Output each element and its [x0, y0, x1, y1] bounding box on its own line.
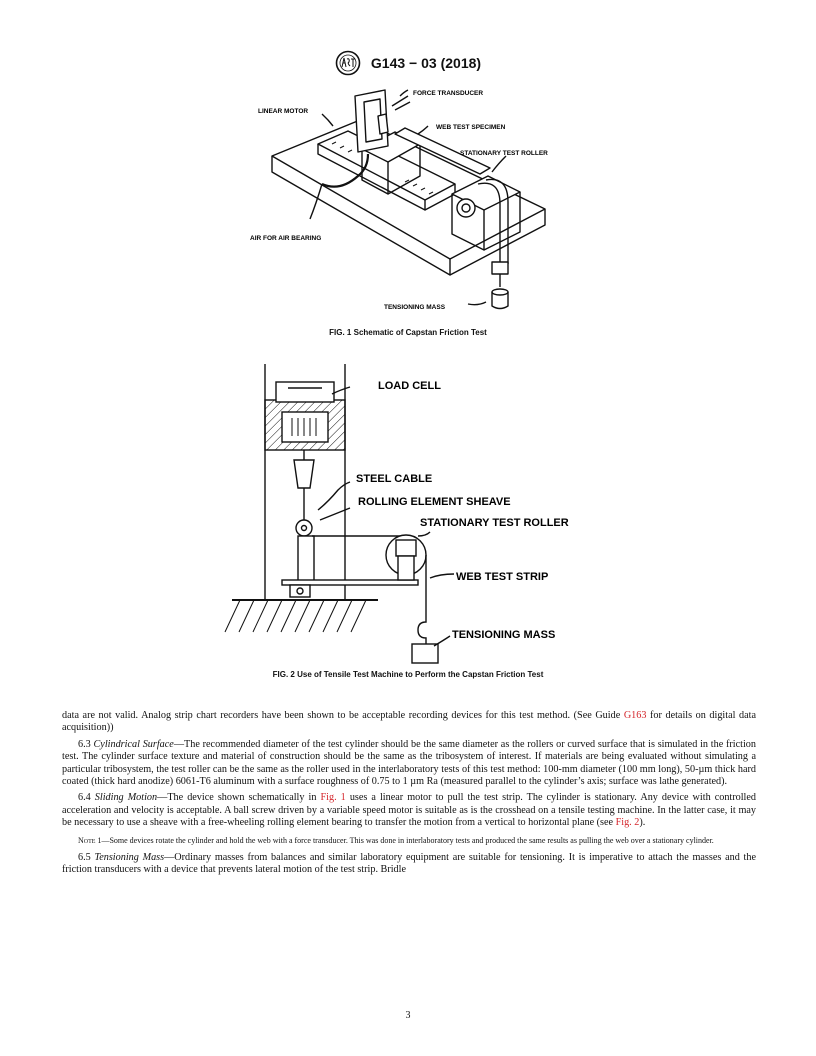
label-tensioning-mass: TENSIONING MASS: [384, 304, 446, 311]
tensile-test-machine-diagram: [0, 360, 816, 665]
astm-logo-icon: [335, 50, 361, 76]
label-web-test-strip: WEB TEST STRIP: [456, 571, 549, 583]
figure-2: [0, 360, 816, 665]
link-g163[interactable]: G163: [623, 710, 647, 721]
page-header: [0, 50, 816, 76]
label-force-transducer: FORCE TRANSDUCER: [413, 90, 484, 97]
page-number: 3: [405, 1010, 411, 1021]
figure-2-caption: FIG. 2 Use of Tensile Test Machine to Perform the Capstan Friction Test: [272, 670, 544, 679]
label-rolling-element-sheave: ROLLING ELEMENT SHEAVE: [358, 496, 511, 508]
section-6-4-title: Sliding Motion: [94, 792, 158, 804]
label-stationary-test-roller: STATIONARY TEST ROLLER: [460, 150, 548, 157]
body-text: [62, 710, 756, 880]
note-1: Note 1—Some devices rotate the cylinder and hold the web with a force transducer. This was done in interlaboratory tests and produced the same results as pulling the web over a stationary cylinder.: [78, 835, 714, 845]
label-stationary-test-roller-2: STATIONARY TEST ROLLER: [420, 517, 569, 529]
figure-1: [0, 84, 816, 324]
label-load-cell: LOAD CELL: [378, 380, 441, 392]
capstan-friction-schematic: [0, 84, 816, 324]
label-steel-cable: STEEL CABLE: [356, 473, 433, 485]
figure-1-caption: FIG. 1 Schematic of Capstan Friction Test: [329, 328, 487, 337]
link-fig-2[interactable]: Fig. 2: [615, 817, 640, 829]
section-6-3: 6.3 Cylindrical Surface—The recommended diameter of the test cylinder should be the same diameter as the rollers or curved surface that is simulated in the friction test. The cylinder surface texture and material of construction should be the same as the tribosystem of interest. If materials are being evaluated without simulating a particular tribosystem, the test roller can be the same as the roller used in the interlaboratory tests of this test method: 100-mm diameter (100 mm long), 50-µm thick hard coated (thick hard anodize) 6061-T6 aluminum with a surface roughness of 0.75 to 1 µm Ra (measured parallel to the cylinder’s axis; surface was lathe generated).: [62, 738, 756, 788]
section-6-5-title: Tensioning Mass: [94, 851, 165, 863]
document-designation: G143 − 03 (2018): [370, 55, 482, 71]
section-6-3-title: Cylindrical Surface: [93, 738, 174, 750]
label-web-test-specimen: WEB TEST SPECIMEN: [436, 124, 506, 131]
section-6-5: 6.5 Tensioning Mass—Ordinary masses from balances and similar laboratory equipment are suitable for tensioning. It is imperative to attach the masses and the friction transducers with a device that prevents lateral motion of the test strip. Bridle: [62, 851, 756, 876]
section-6-4: 6.4 Sliding Motion—The device shown schematically in Fig. 1 uses a linear motor to pull the test strip. The cylinder is stationary. Any device with controlled acceleration and velocity is acceptable. A ball screw driven by a variable speed motor is suitable as is the crosshead on a tensile testing machine. In the latter case, it may be necessary to use a sheave with a free-wheeling rolling element bearing to transfer the motion from a vertical to horizontal plane (see Fig. 2).: [62, 792, 757, 829]
label-tensioning-mass-2: TENSIONING MASS: [452, 629, 556, 641]
paragraph-continuation: data are not valid. Analog strip chart recorders have been shown to be acceptable recording devices for this test method. (See Guide G163 for details on digital data acquisition)): [62, 710, 756, 734]
label-air-for-air-bearing: AIR FOR AIR BEARING: [250, 235, 322, 242]
label-linear-motor: LINEAR MOTOR: [258, 108, 309, 115]
link-fig-1[interactable]: Fig. 1: [320, 792, 346, 804]
